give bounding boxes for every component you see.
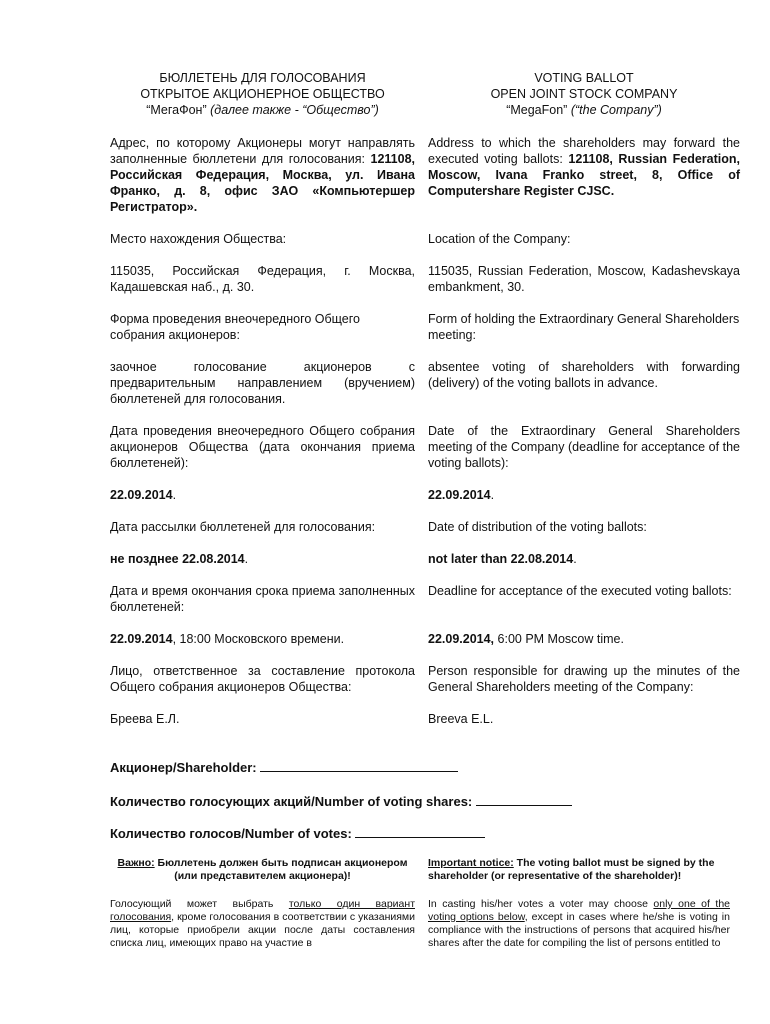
meeting-date-ru bbox=[110, 487, 415, 503]
location-label-en: Location of the Company: bbox=[428, 232, 571, 246]
title-ru-line1: БЮЛЛЕТЕНЬ ДЛЯ ГОЛОСОВАНИЯ bbox=[159, 71, 366, 85]
deadline-date-ru: 22.09.2014 bbox=[110, 632, 173, 646]
distribution-value-ru: не позднее 22.08.2014 bbox=[110, 552, 245, 566]
votes-input-line[interactable] bbox=[355, 825, 485, 838]
voting-ru-underlined: только один вариант голосования bbox=[110, 898, 415, 923]
notice-en bbox=[428, 857, 726, 883]
voting-en-part2: , except in cases where he/she is voting in compliance with the instructions of persons that acquired his/her shares after the date for compiling the list of persons entitled to bbox=[428, 911, 730, 949]
distribution-dot-en: . bbox=[573, 552, 577, 566]
deadline-time-ru: , 18:00 Московского времени. bbox=[172, 632, 345, 646]
voting-shares-input-line[interactable] bbox=[476, 793, 572, 806]
shareholder-input-line[interactable] bbox=[260, 759, 458, 772]
meeting-date-en bbox=[428, 487, 740, 503]
company-name-en: “MegaFon” bbox=[506, 103, 568, 117]
address-en-label: Address to which the shareholders may forward the executed voting ballots: bbox=[428, 136, 740, 166]
distribution-label-en: Date of distribution of the voting ballots: bbox=[428, 520, 647, 534]
location-value-en: 115035, Russian Federation, Moscow, Kadashevskaya embankment, 30. bbox=[428, 264, 740, 294]
responsible-label-ru: Лицо, ответственное за составление протокола Общего собрания акционеров Общества: bbox=[110, 664, 415, 694]
address-en bbox=[428, 135, 740, 199]
meeting-date-label-en: Date of the Extraordinary General Shareholders meeting of the Company (deadline for acceptance of the voting ballots): bbox=[428, 424, 740, 470]
form-value-en: absentee voting of shareholders with forwarding (delivery) of the voting ballots in advance. bbox=[428, 360, 740, 390]
voting-ru-part1: Голосующий может выбрать bbox=[110, 898, 289, 910]
distribution-value-en: not later than 22.08.2014 bbox=[428, 552, 574, 566]
address-ru-value: 121108, Российская Федерация, Москва, ул. Ивана Франко, д. 8, офис ЗАО «Компьютершер Регистратор». bbox=[110, 152, 415, 214]
title-en-line3 bbox=[428, 102, 740, 118]
meeting-date-label-ru: Дата проведения внеочередного Общего собрания акционеров Общества (дата окончания приема бюллетеней): bbox=[110, 424, 415, 470]
address-ru-label: Адрес, по которому Акционеры могут направлять заполненные бюллетени для голосования: bbox=[110, 136, 415, 166]
form-label-ru: Форма проведения внеочередного Общего собрания акционеров: bbox=[110, 312, 360, 342]
meeting-date-dot-ru: . bbox=[172, 488, 177, 502]
company-alias-en: (“the Company”) bbox=[570, 103, 662, 117]
location-label-ru: Место нахождения Общества: bbox=[110, 232, 287, 246]
location-value-ru: 115035, Российская Федерация, г. Москва, Кадашевская наб., д. 30. bbox=[110, 264, 415, 294]
meeting-date-value-en: 22.09.2014 bbox=[428, 488, 491, 502]
form-value-ru: заочное голосование акционеров с предварительным направлением (вручением) бюллетеней для голосования. bbox=[110, 360, 415, 406]
address-en-value: 121108, Russian Federation, Moscow, Ivana Franko street, 8, Office of Computershare Register CJSC. bbox=[428, 152, 740, 198]
voting-en-underlined: only one of the voting options below bbox=[428, 898, 730, 923]
company-alias-ru: (далее также - “Общество”) bbox=[210, 103, 379, 117]
title-ru-line2: ОТКРЫТОЕ АКЦИОНЕРНОЕ ОБЩЕСТВО bbox=[140, 87, 385, 101]
distribution-dot-ru: . bbox=[244, 552, 249, 566]
title-en-line2: OPEN JOINT STOCK COMPANY bbox=[490, 87, 678, 101]
voting-instructions-ru bbox=[110, 898, 415, 950]
voting-shares-field bbox=[110, 793, 740, 809]
meeting-date-value-ru: 22.09.2014 bbox=[110, 488, 173, 502]
responsible-value-en: Breeva E.L. bbox=[428, 712, 494, 726]
ballot-title-en bbox=[428, 70, 740, 118]
distribution-en bbox=[428, 551, 740, 567]
title-ru-line3 bbox=[110, 102, 415, 118]
deadline-label-ru: Дата и время окончания срока приема заполненных бюллетеней: bbox=[110, 584, 415, 614]
deadline-time-en: 6:00 PM Moscow time. bbox=[494, 632, 624, 646]
notice-ru-title: Важно: bbox=[117, 857, 155, 869]
meeting-date-dot-en: . bbox=[490, 488, 495, 502]
notice-en-text: The voting ballot must be signed by the shareholder (or representative of the shareholder)! bbox=[428, 857, 715, 882]
voting-en-part1: In casting his/her votes a voter may choose bbox=[428, 898, 654, 910]
distribution-label-ru: Дата рассылки бюллетеней для голосования: bbox=[110, 520, 376, 534]
voting-instructions-en bbox=[428, 898, 730, 950]
ballot-title-ru bbox=[110, 70, 415, 118]
address-ru bbox=[110, 135, 415, 215]
deadline-en bbox=[428, 631, 740, 647]
notice-ru bbox=[110, 857, 415, 883]
deadline-label-en: Deadline for acceptance of the executed voting ballots: bbox=[428, 584, 732, 598]
responsible-label-en: Person responsible for drawing up the minutes of the General Shareholders meeting of the Company: bbox=[428, 664, 740, 694]
company-name-ru: “МегаФон” bbox=[146, 103, 207, 117]
shareholder-label: Акционер/Shareholder: bbox=[110, 760, 257, 775]
distribution-ru bbox=[110, 551, 415, 567]
form-label-en: Form of holding the Extraordinary General Shareholders meeting: bbox=[428, 312, 740, 342]
votes-label: Количество голосов/Number of votes: bbox=[110, 826, 352, 841]
title-en-line1: VOTING BALLOT bbox=[534, 71, 634, 85]
deadline-ru bbox=[110, 631, 415, 647]
notice-ru-text: Бюллетень должен быть подписан акционером (или представителем акционера)! bbox=[154, 857, 408, 882]
voting-shares-label: Количество голосующих акций/Number of voting shares: bbox=[110, 794, 473, 809]
notice-en-title: Important notice: bbox=[428, 857, 514, 869]
voting-ru-part2: , кроме голосования в соответствии с указаниями лиц, которые приобрели акции после даты составления списка лиц, имеющих право на участие в bbox=[110, 911, 415, 949]
responsible-value-ru: Бреева Е.Л. bbox=[110, 712, 180, 726]
deadline-date-en: 22.09.2014, bbox=[428, 632, 495, 646]
shareholder-field bbox=[110, 759, 740, 775]
votes-field bbox=[110, 825, 740, 841]
